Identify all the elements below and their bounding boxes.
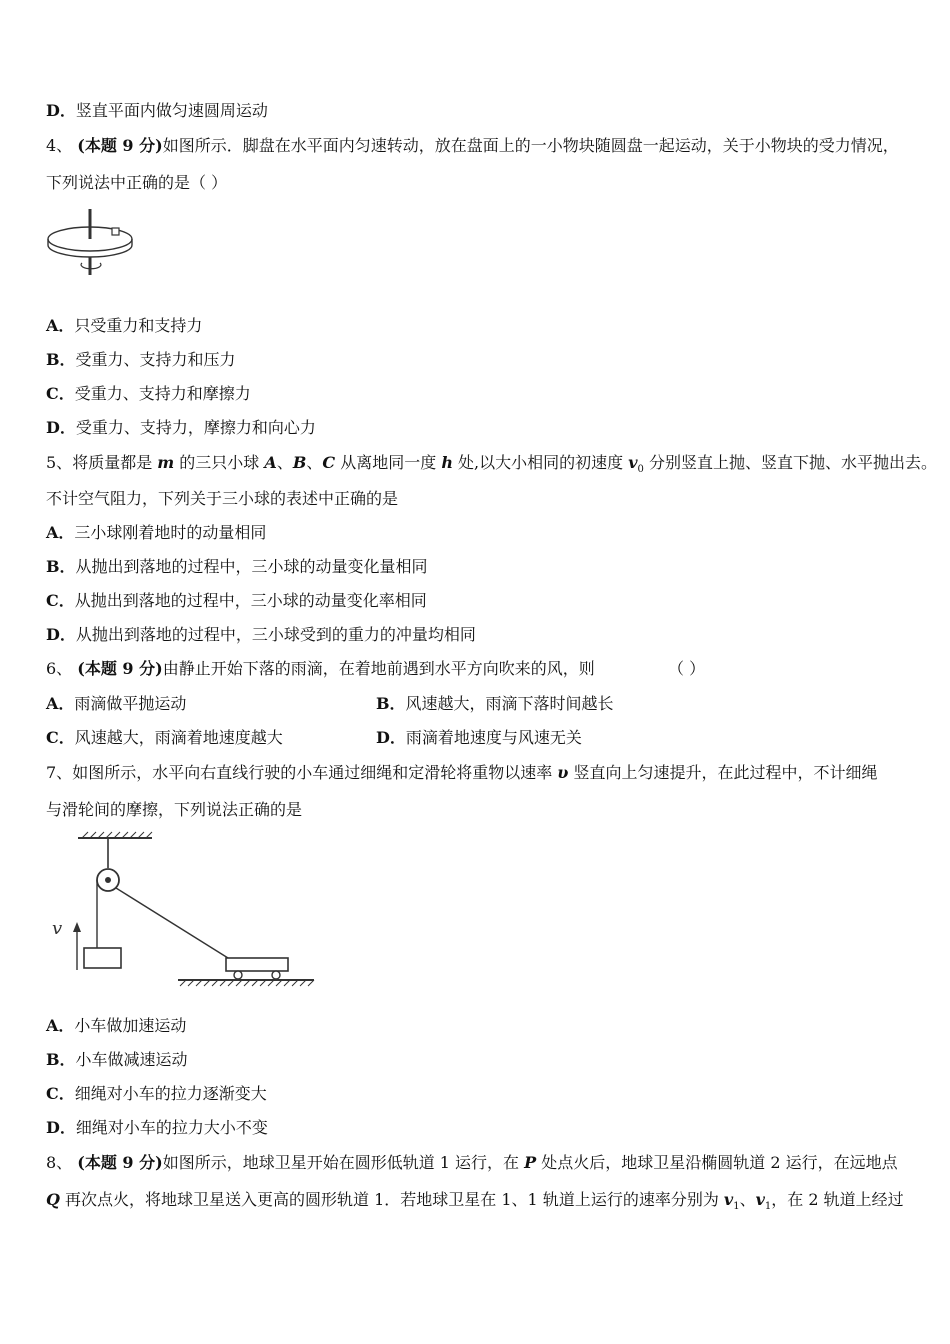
score-tag: (本题 9 分) (77, 659, 163, 678)
q5-option-d (46, 624, 476, 646)
q5-option-c (46, 590, 427, 612)
subscript: 0 (637, 464, 644, 476)
q4-stem-line1 (46, 135, 899, 157)
option-text: 只受重力和支持力 (74, 316, 203, 335)
cart-body (226, 958, 288, 971)
q8-stem-line2 (46, 1189, 904, 1218)
q5-stem-line1 (46, 452, 937, 481)
q4-stem-line2: 下列说法中正确的是（ ） (46, 173, 228, 192)
var-q: Q (46, 1190, 60, 1209)
q7-stem-line2: 与滑轮间的摩擦，下列说法正确的是 (46, 800, 303, 819)
option-text: 风速越大，雨滴下落时间越长 (405, 694, 614, 713)
option-letter: C． (46, 1084, 75, 1103)
var-v2: v (755, 1190, 765, 1209)
option-text: 小车做减速运动 (75, 1050, 188, 1069)
var-b: B (292, 453, 307, 472)
option-text: 受重力、支持力和摩擦力 (74, 384, 251, 403)
option-text: 细绳对小车的拉力大小不变 (75, 1118, 268, 1137)
q7-option-b (46, 1049, 188, 1071)
option-text: 从抛出到落地的过程中，三小球的动量变化量相同 (75, 557, 428, 576)
var-v: v (628, 453, 638, 472)
option-letter: D． (46, 625, 76, 644)
question-number: 7、 (46, 763, 73, 782)
option-letter: C． (46, 384, 75, 403)
question-number: 5、 (46, 453, 73, 472)
option-letter: D． (376, 728, 406, 747)
option-letter: A． (46, 1016, 75, 1035)
stem-text: 如图所示．脚盘在水平面内匀速转动，放在盘面上的一小物块随圆盘一起运动，关于小物块的受力情况， (162, 136, 899, 155)
option-text: 受重力、支持力和压力 (75, 350, 236, 369)
question-number: 6、 (46, 659, 73, 678)
q5-option-b (46, 556, 428, 578)
subscript: 1 (764, 1201, 772, 1213)
stem-text: 如图所示，水平向右直线行驶的小车通过细绳和定滑轮将重物以速率 (72, 763, 558, 782)
option-letter: C． (46, 591, 75, 610)
q7-option-a (46, 1015, 186, 1037)
q4-option-a (46, 315, 202, 337)
stem-text: 如图所示，地球卫星开始在圆形低轨道 1 运行，在 (162, 1153, 525, 1172)
stem-text: 的三只小球 (174, 453, 265, 472)
var-h: h (441, 453, 453, 472)
velocity-arrowhead (73, 922, 81, 932)
q4-option-d (46, 417, 316, 439)
option-text: 从抛出到落地的过程中，三小球受到的重力的冲量均相同 (75, 625, 476, 644)
q5-option-a (46, 522, 266, 544)
option-letter: B． (376, 694, 406, 713)
stem-text: 将质量都是 (72, 453, 158, 472)
q4-option-b (46, 349, 236, 371)
var-v: υ (557, 763, 569, 782)
q4-option-c (46, 383, 251, 405)
option-letter: B． (46, 350, 76, 369)
option-text: 三小球刚着地时的动量相同 (74, 523, 267, 542)
q6-option-d (376, 727, 582, 749)
question-number: 8、 (46, 1153, 73, 1172)
separator: 、 (739, 1190, 756, 1209)
option-letter: D． (46, 101, 76, 120)
score-tag: (本题 9 分) (77, 1153, 163, 1172)
separator: 、 (306, 453, 323, 472)
option-letter: B． (46, 1050, 76, 1069)
option-letter: A． (46, 694, 75, 713)
option-text: 雨滴着地速度与风速无关 (405, 728, 582, 747)
stem-text: 分别竖直上抛、竖直下抛、水平抛出去。 (643, 453, 937, 472)
var-a: A (264, 453, 277, 472)
stem-text: 竖直向上匀速提升，在此过程中，不计细绳 (568, 763, 878, 782)
var-c: C (322, 453, 336, 472)
option-letter: D． (46, 418, 76, 437)
pulley-cart-figure (46, 830, 318, 995)
stem-text: 从离地同一度 (335, 453, 442, 472)
pulley-axle (105, 877, 111, 883)
question-number: 4、 (46, 136, 73, 155)
small-block (112, 228, 119, 235)
q6-option-c (46, 727, 283, 749)
var-p: P (524, 1153, 537, 1172)
rope-diagonal (116, 888, 244, 968)
stem-text: 再次点火，将地球卫星送入更高的圆形轨道 1．若地球卫星在 1、1 轨道上运行的速率分别为 (59, 1190, 724, 1209)
option-letter: B． (46, 557, 76, 576)
answer-blank: （ ） (668, 659, 706, 678)
stem-text: ，在 2 轨道上经过 (771, 1190, 904, 1209)
option-letter: C． (46, 728, 75, 747)
velocity-label: v (52, 918, 63, 939)
option-text: 风速越大，雨滴着地速度越大 (74, 728, 283, 747)
cart-wheel-right (272, 971, 280, 979)
option-letter: A． (46, 523, 75, 542)
q7-option-d (46, 1117, 268, 1139)
weight-block (84, 948, 121, 968)
q7-stem-line1 (46, 762, 877, 784)
q5-stem-line2: 不计空气阻力，下列关于三小球的表述中正确的是 (46, 489, 399, 508)
option-text: 小车做加速运动 (74, 1016, 187, 1035)
option-letter: D． (46, 1118, 76, 1137)
score-tag: (本题 9 分) (77, 136, 163, 155)
q6-option-b (376, 693, 614, 715)
option-text: 受重力、支持力，摩擦力和向心力 (75, 418, 316, 437)
q6-stem (46, 658, 595, 680)
stem-text: 由静止开始下落的雨滴，在着地前遇到水平方向吹来的风，则 (162, 659, 595, 678)
stem-text: 处,以大小相同的初速度 (452, 453, 629, 472)
q7-option-c (46, 1083, 267, 1105)
q8-stem-line1 (46, 1152, 898, 1174)
option-letter: A． (46, 316, 75, 335)
separator: 、 (276, 453, 293, 472)
rotating-disc-figure (44, 205, 140, 277)
var-v1: v (723, 1190, 734, 1209)
option-text: 雨滴做平抛运动 (74, 694, 187, 713)
stem-text: 处点火后，地球卫星沿椭圆轨道 2 运行，在远地点 (536, 1153, 898, 1172)
q6-option-a (46, 693, 186, 715)
cart-wheel-left (234, 971, 242, 979)
var-m: m (157, 453, 175, 472)
option-text: 从抛出到落地的过程中，三小球的动量变化率相同 (74, 591, 427, 610)
subscript: 1 (733, 1201, 740, 1213)
option-text: 竖直平面内做匀速圆周运动 (75, 101, 268, 120)
option-text: 细绳对小车的拉力逐渐变大 (74, 1084, 267, 1103)
q3-option-d (46, 100, 268, 122)
